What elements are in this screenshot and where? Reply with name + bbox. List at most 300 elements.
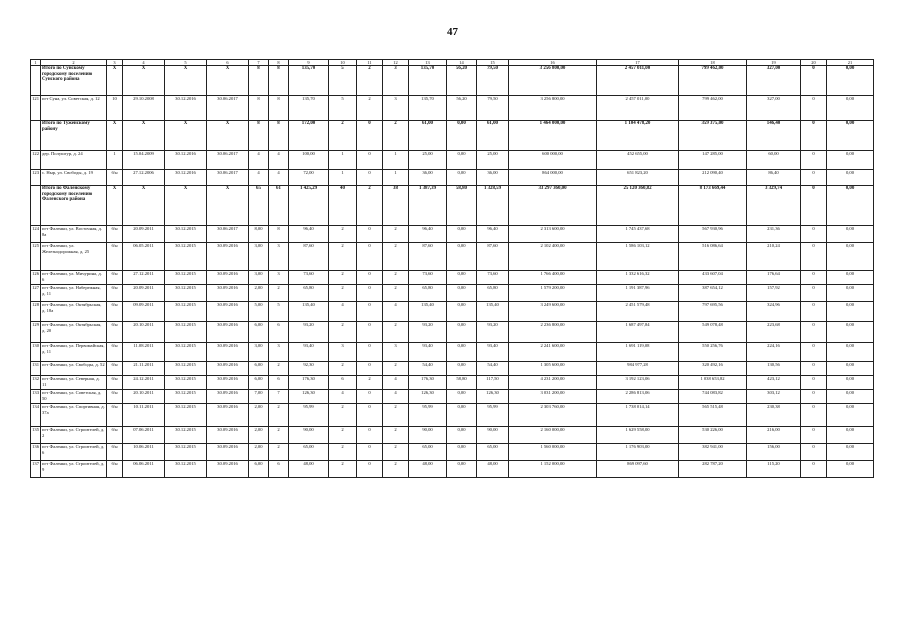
table-cell: 0,00 [447,322,477,343]
table-cell: 30.06.2017 [207,170,249,186]
table-cell: 6 [269,461,289,478]
table-cell: 3 [269,271,289,285]
table-cell: 0 [357,121,383,151]
table-cell: 567 930,96 [679,226,747,243]
table-cell: 135,70 [409,66,447,96]
table-cell: 54,40 [409,362,447,376]
table-row [31,170,874,186]
table-cell: б/н [107,271,123,285]
table-cell: 0 [801,96,827,121]
table-cell: 2 [357,66,383,96]
table-cell: 0 [801,444,827,461]
table-cell: 2 [357,186,383,226]
table-cell: 0 [357,461,383,478]
table-cell: 0,00 [827,66,874,96]
table-cell: 0,00 [827,186,874,226]
table-cell: 230,38 [747,404,801,427]
table-cell: 327,00 [747,66,801,96]
table-cell: 30.09.2016 [207,362,249,376]
table-cell: 156,00 [747,444,801,461]
table-cell: 3,00 [249,271,269,285]
table-cell: 2 [329,226,357,243]
column-number-cell: 7 [249,60,269,66]
table-cell: 2 102 400,00 [509,243,597,271]
table-cell: 6 [269,376,289,390]
row-number-cell: 122 [31,151,41,170]
table-cell: 2 [329,285,357,302]
table-row [31,404,874,427]
table-cell: б/н [107,390,123,404]
table-cell: 6,00 [249,376,269,390]
table-cell: 61,00 [477,121,509,151]
table-cell: 0 [357,285,383,302]
table-cell: 2 [329,362,357,376]
table-cell: 0,00 [827,390,874,404]
table-cell: 4 [249,170,269,186]
table-cell: 0 [357,243,383,271]
table-cell: 387 654,12 [679,285,747,302]
table-cell: 0,00 [447,302,477,322]
table-row [31,243,874,271]
table-cell: 2 [383,285,409,302]
table-cell: 61 [269,186,289,226]
table-cell: 30.12.2015 [165,322,207,343]
table-cell: 1 738 014,14 [597,404,679,427]
table-cell: 2 [383,404,409,427]
table-cell: 87,60 [289,243,329,271]
table-cell: 224,16 [747,343,801,362]
table-cell: X [165,121,207,151]
table-cell: 147 285,00 [679,151,747,170]
table-cell: 30.06.2017 [207,226,249,243]
table-cell: 549 078,48 [679,322,747,343]
table-cell: 6 [329,376,357,390]
table-cell: 172,00 [289,121,329,151]
table-cell: 8 173 669,44 [679,186,747,226]
table-cell: 1 464 000,00 [509,121,597,151]
table-cell: б/н [107,461,123,478]
table-cell: 87,60 [477,243,509,271]
table-cell: 0,00 [827,362,874,376]
table-cell: 176,64 [747,271,801,285]
table-cell: 100,00 [289,151,329,170]
table-cell: 0,00 [827,461,874,478]
table-cell: 30.12.2016 [165,151,207,170]
row-number-cell [31,66,41,96]
address-cell: пгт Фаленки, ул. Свободы, д. 52 [41,362,107,376]
table-cell: 58,80 [447,186,477,226]
table-cell: 73,60 [289,271,329,285]
table-cell: 1 191 387,96 [597,285,679,302]
subtotal-label: Итого по Фаленскому городскому поселению Фаленского района [41,186,107,226]
table-cell: 2 [269,404,289,427]
table-cell: б/н [107,243,123,271]
table-cell: 30.09.2016 [207,404,249,427]
table-cell: 79,50 [477,96,509,121]
table-cell: 0 [357,322,383,343]
row-number-cell: 137 [31,461,41,478]
table-cell: 433 607,04 [679,271,747,285]
column-number-cell: 20 [801,60,827,66]
table-cell: 0 [357,390,383,404]
table-cell: 20.10.2011 [123,390,165,404]
table-cell: 0,00 [827,271,874,285]
row-number-cell: 129 [31,322,41,343]
table-cell: 30.09.2016 [207,343,249,362]
table-cell: 0,00 [827,226,874,243]
table-cell: 48,00 [409,461,447,478]
table-cell: 2 457 011,00 [597,96,679,121]
table-row [31,226,874,243]
table-cell: 24.12.2011 [123,376,165,390]
table-cell: 0 [357,427,383,444]
table-cell: 799 462,00 [679,66,747,96]
table-cell: 223,68 [747,322,801,343]
address-cell: пгт Фаленки, ул. Спортивная, д. 37а [41,404,107,427]
table-cell: 0 [357,404,383,427]
table-cell: 3 256 800,00 [509,96,597,121]
table-cell: 0,00 [447,343,477,362]
table-cell: 4 [383,376,409,390]
table-cell: 90,00 [409,427,447,444]
table-cell: 1 387,39 [409,186,447,226]
table-cell: 0,00 [447,362,477,376]
table-cell: 1 766 400,00 [509,271,597,285]
table-cell: 25 120 360,82 [597,186,679,226]
table-cell: 30.09.2016 [207,444,249,461]
page-number: 47 [447,26,458,38]
table-cell: 2 [383,121,409,151]
table-cell: 231,36 [747,226,801,243]
table-row [31,427,874,444]
column-number-cell: 16 [509,60,597,66]
table-cell: 0 [357,271,383,285]
table-cell: 72,00 [289,170,329,186]
table-cell: 2 [329,427,357,444]
table-cell: 30.09.2016 [207,376,249,390]
table-cell: 7 [269,390,289,404]
table-cell: 87,60 [409,243,447,271]
table-cell: X [207,66,249,96]
table-cell: 7,00 [249,390,269,404]
table-cell: 0,00 [447,226,477,243]
table-cell: 95,99 [477,404,509,427]
column-number-cell: 1 [31,60,41,66]
table-cell: 0,00 [827,376,874,390]
table-cell: 73,60 [409,271,447,285]
table-cell: 30.09.2016 [207,322,249,343]
address-cell: пгт Фаленки, ул. Северная, д. 11 [41,376,107,390]
table-cell: X [165,186,207,226]
table-cell: 65,80 [477,285,509,302]
row-number-cell: 131 [31,362,41,376]
table-cell: 1 586 103,12 [597,243,679,271]
address-cell: пгт Фаленки, ул. Набережная, д. 11 [41,285,107,302]
housing-program-table [30,59,874,478]
table-cell: 60,00 [747,151,801,170]
table-cell: 1 425,29 [289,186,329,226]
table-cell: б/н [107,170,123,186]
table-cell: 0 [801,362,827,376]
table-cell: 93,20 [477,322,509,343]
table-cell: 1 560 000,00 [509,444,597,461]
table-cell: 2 [357,376,383,390]
table-cell: 0,00 [447,285,477,302]
table-cell: 10 [107,96,123,121]
table-cell: 30.09.2016 [207,390,249,404]
table-cell: б/н [107,343,123,362]
column-number-cell: 2 [41,60,107,66]
table-cell: 1 [383,151,409,170]
table-cell: 93,40 [477,343,509,362]
address-cell: дер. Полушгур, д. 24 [41,151,107,170]
table-cell: 96,40 [477,226,509,243]
table-cell: 4 [269,170,289,186]
table-cell: 40 [329,186,357,226]
table-cell: 2 [383,322,409,343]
row-number-cell: 123 [31,170,41,186]
table-cell: 0,00 [447,427,477,444]
table-cell: 2 [329,461,357,478]
address-cell: пгт Фаленки, ул. Первомайская, д. 11 [41,343,107,362]
table-cell: 117,50 [477,376,509,390]
table-row [31,285,874,302]
table-cell: 984 977,28 [597,362,679,376]
table-cell: 1 691 119,08 [597,343,679,362]
table-cell: 0,00 [827,302,874,322]
table-cell: 2 [383,362,409,376]
table-cell: 3 [383,96,409,121]
table-cell: 2 [329,243,357,271]
table-cell: 20.10.2011 [123,322,165,343]
table-cell: 0 [801,243,827,271]
table-cell: 2 160 000,00 [509,427,597,444]
table-cell: 2 303 760,00 [509,404,597,427]
table-cell: 25,00 [409,151,447,170]
table-cell: 30.09.2016 [207,285,249,302]
table-cell: 21.11.2011 [123,362,165,376]
table-cell: 0 [801,343,827,362]
table-cell: X [207,121,249,151]
table-cell: 2 [269,444,289,461]
table-cell: X [123,186,165,226]
table-cell: 176,30 [289,376,329,390]
address-cell: пгт Фаленки, ул. Октябрьская, д. 20 [41,322,107,343]
table-cell: 126,30 [477,390,509,404]
table-row [31,343,874,362]
row-number-cell: 125 [31,243,41,271]
table-cell: 2,00 [249,404,269,427]
table-cell: 3 [269,343,289,362]
table-cell: 565 515,48 [679,404,747,427]
table-cell: 869 097,60 [597,461,679,478]
table-cell: 93,20 [289,322,329,343]
column-number-cell: 18 [679,60,747,66]
table-cell: 93,20 [409,322,447,343]
table-cell: 0 [801,390,827,404]
table-cell: 2 [329,121,357,151]
table-cell: 327,00 [747,96,801,121]
table-cell: 10.06.2011 [123,444,165,461]
table-cell: 135,70 [289,66,329,96]
table-cell: 30.12.2016 [165,96,207,121]
table-cell: 2 [329,444,357,461]
table-cell: 3 [383,343,409,362]
column-number-cell: 3 [107,60,123,66]
table-cell: 452 655,00 [597,151,679,170]
table-cell: 744 083,82 [679,390,747,404]
table-cell: 516 086,64 [679,243,747,271]
table-cell: 1 328,59 [477,186,509,226]
table-cell: 3 031 200,00 [509,390,597,404]
table-cell: 1 629 558,00 [597,427,679,444]
table-cell: 30.12.2015 [165,404,207,427]
table-cell: 93,40 [289,343,329,362]
column-number-cell: 13 [409,60,447,66]
table-cell: 130,56 [747,362,801,376]
table-cell: 4 231 200,00 [509,376,597,390]
table-cell: 06.06.2011 [123,461,165,478]
table-cell: 29.10.2008 [123,96,165,121]
column-number-cell: 15 [477,60,509,66]
table-cell: 2 [329,322,357,343]
table-cell: X [107,121,123,151]
table-cell: 30.12.2015 [165,343,207,362]
table-cell: X [165,66,207,96]
table-cell: 0,00 [827,121,874,151]
table-cell: 2 286 813,06 [597,390,679,404]
table-cell: 30.09.2016 [207,427,249,444]
table-cell: 65,00 [409,444,447,461]
column-number-cell: 19 [747,60,801,66]
table-cell: 15.04.2009 [123,151,165,170]
table-cell: 1 [107,151,123,170]
table-cell: 95,99 [289,404,329,427]
table-cell: 30.12.2015 [165,362,207,376]
table-cell: 0 [357,444,383,461]
table-cell: 0,00 [447,121,477,151]
table-cell: 5 [269,302,289,322]
table-cell: 864 000,00 [509,170,597,186]
column-number-cell: 17 [597,60,679,66]
table-cell: 65,80 [409,285,447,302]
table-cell: 0,00 [827,444,874,461]
table-cell: 282 787,20 [679,461,747,478]
table-cell: 1 152 000,00 [509,461,597,478]
table-cell: 1 332 616,32 [597,271,679,285]
table-cell: 93,40 [409,343,447,362]
table-cell: 135,70 [409,96,447,121]
column-number-cell: 10 [329,60,357,66]
table-cell: 651 823,20 [597,170,679,186]
table-cell: 135,40 [477,302,509,322]
table-cell: X [123,121,165,151]
address-cell: пгт Фаленки, ул. Железнодорожная, д. 25 [41,243,107,271]
table-cell: 4 [383,302,409,322]
table-cell: 30.12.2015 [165,271,207,285]
table-cell: 0,00 [827,427,874,444]
table-cell: 1 104 478,20 [597,121,679,151]
table-cell: 92,30 [289,362,329,376]
table-cell: 0 [357,226,383,243]
table-cell: 2 451 579,48 [597,302,679,322]
table-cell: X [207,186,249,226]
table-cell: 27.12.2011 [123,271,165,285]
table-cell: 4 [269,151,289,170]
table-cell: 65,80 [289,285,329,302]
table-cell: 2 [357,96,383,121]
table-cell: 30.12.2015 [165,390,207,404]
table-cell: б/н [107,427,123,444]
table-cell: 0,00 [827,343,874,362]
table-cell: 135,70 [289,96,329,121]
table-cell: 30.12.2015 [165,376,207,390]
table-cell: 65 [249,186,269,226]
row-number-cell: 124 [31,226,41,243]
table-cell: 6,00 [249,362,269,376]
row-number-cell: 127 [31,285,41,302]
table-cell: 212 090,40 [679,170,747,186]
table-cell: 90,00 [477,427,509,444]
table-cell: 2 [329,404,357,427]
table-cell: 0 [801,461,827,478]
table-row [31,390,874,404]
column-number-cell: 5 [165,60,207,66]
address-cell: пгт Фаленки, ул. Строителей, д. 6 [41,444,107,461]
table-cell: 2 [383,271,409,285]
table-cell: 303,12 [747,390,801,404]
row-number-cell: 133 [31,390,41,404]
subtotal-row [31,186,874,226]
table-cell: 30.09.2016 [207,243,249,271]
table-cell: 58,80 [447,376,477,390]
table-cell: б/н [107,444,123,461]
table-cell: 5,00 [249,302,269,322]
subtotal-row [31,121,874,151]
table-cell: 1 [383,170,409,186]
table-cell: 73,60 [477,271,509,285]
table-cell: 61,00 [409,121,447,151]
table-cell: 0,00 [827,322,874,343]
table-cell: 2 457 011,00 [597,66,679,96]
row-number-cell: 121 [31,96,41,121]
table-cell: 6,00 [249,461,269,478]
table-cell: 115,20 [747,461,801,478]
table-cell: 06.05.2011 [123,243,165,271]
column-number-cell: 9 [289,60,329,66]
table-cell: 30.09.2016 [207,271,249,285]
table-cell: 0 [801,186,827,226]
table-cell: 0,00 [447,243,477,271]
table-cell: 96,40 [409,226,447,243]
table-cell: X [107,66,123,96]
table-cell: 56,20 [447,66,477,96]
table-cell: 2 [383,243,409,271]
table-cell: 07.06.2011 [123,427,165,444]
table-cell: 0 [801,226,827,243]
table-cell: 27.12.2006 [123,170,165,186]
column-number-cell: 12 [383,60,409,66]
table-cell: 0,00 [447,151,477,170]
table-cell: 2 [269,362,289,376]
row-number-cell: 128 [31,302,41,322]
row-number-cell [31,186,41,226]
table-cell: б/н [107,404,123,427]
table-cell: 5 [329,96,357,121]
table-cell: 0 [801,285,827,302]
table-cell: 799 462,00 [679,96,747,121]
row-number-cell: 126 [31,271,41,285]
